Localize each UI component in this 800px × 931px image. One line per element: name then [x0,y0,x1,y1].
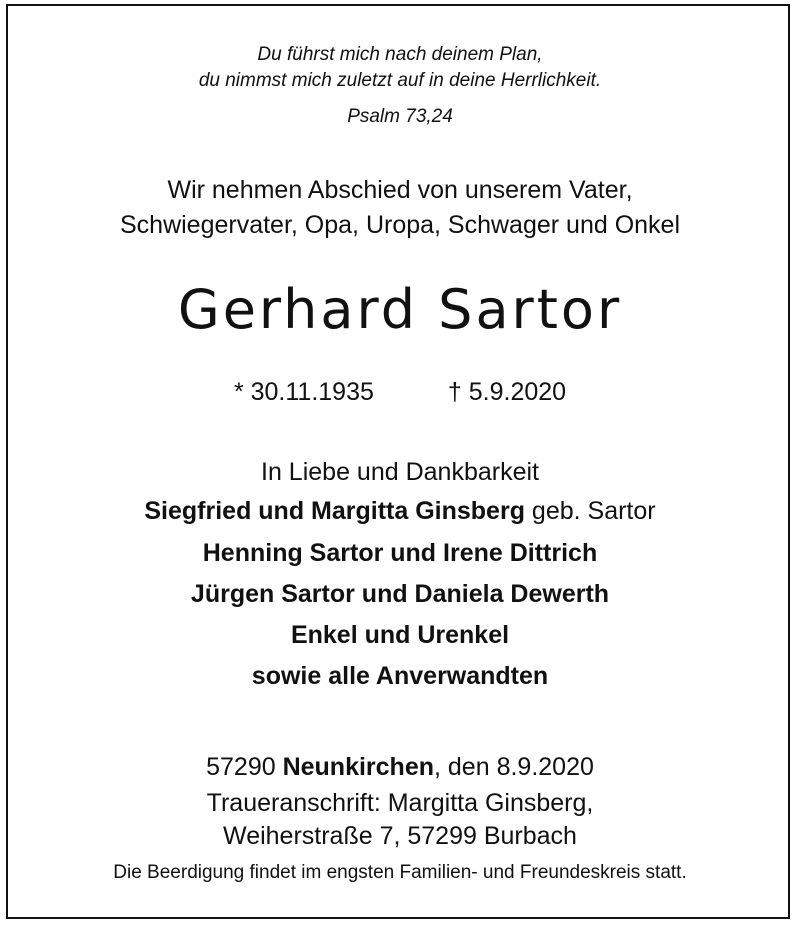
deceased-name: Gerhard Sartor [177,278,623,341]
mourner-line-2: Henning Sartor und Irene Dittrich [202,539,598,567]
birth-date: * 30.11.1935 [233,378,374,406]
intro-line-2: Schwiegervater, Opa, Uropa, Schwager und Onkel [119,211,681,239]
address-line-2: Weiherstraße 7, 57299 Burbach [223,822,577,850]
mourner-line-1 [0,497,800,526]
place-zip: 57290 [206,753,283,781]
mourner-line-4: Enkel und Urenkel [290,621,510,649]
death-date: † 5.9.2020 [447,378,567,406]
address-line-1: Traueranschrift: Margitta Ginsberg, [206,789,594,817]
mourner-line-1-names: Siegfried und Margitta Ginsberg [144,497,525,525]
intro-line-1: Wir nehmen Abschied von unserem Vater, [167,176,633,204]
verse-line-1: Du führst mich nach deinem Plan, [257,44,543,65]
mourners-intro: In Liebe und Dankbarkeit [261,458,539,486]
verse-source: Psalm 73,24 [347,106,453,127]
life-dates [0,378,800,407]
place-date: , den 8.9.2020 [434,753,594,781]
mourner-line-5: sowie alle Anverwandten [251,662,549,690]
place-city: Neunkirchen [282,753,435,781]
verse-line-2: du nimmst mich zuletzt auf in deine Herrlichkeit. [198,70,602,91]
place-date-line [0,753,800,782]
funeral-note: Die Beerdigung findet im engsten Familien- und Freundeskreis statt. [113,862,687,883]
mourner-line-1-suffix: geb. Sartor [524,497,656,525]
mourner-line-3: Jürgen Sartor und Daniela Dewerth [190,580,610,608]
